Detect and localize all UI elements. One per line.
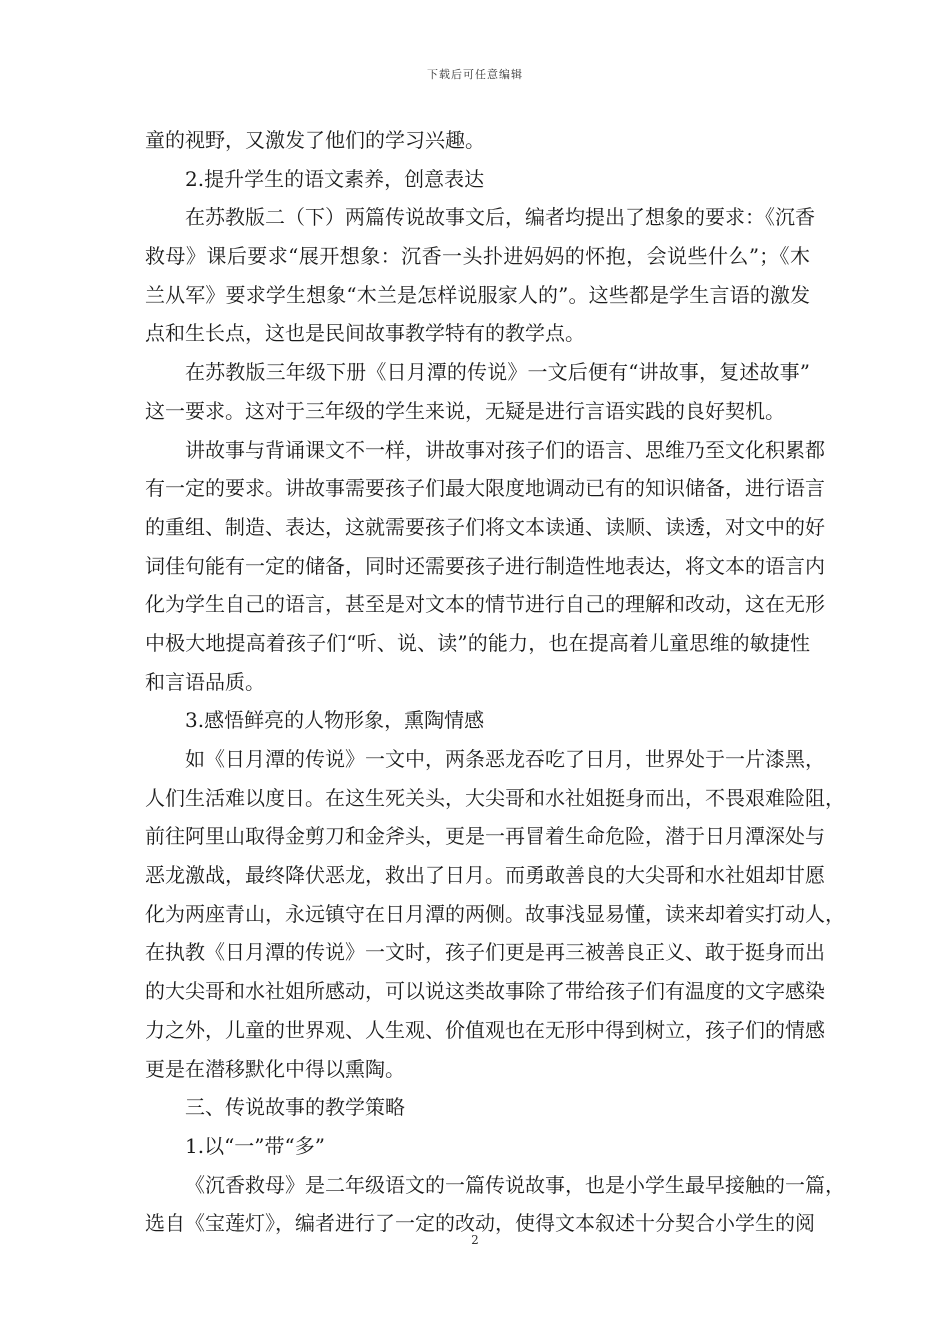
text-line: 人们生活难以度日。在这生死关头，大尖哥和水社姐挺身而出，不畏艰难险阻， — [145, 785, 845, 810]
text-line: 如《日月潭的传说》一文中，两条恶龙吞吃了日月，世界处于一片漆黑， — [185, 747, 825, 771]
text-line: 在执教《日月潭的传说》一文时，孩子们更是再三被善良正义、敢于挺身而出 — [145, 940, 825, 965]
text-line: 童的视野，又激发了他们的学习兴趣。 — [145, 128, 485, 152]
text-line: 前往阿里山取得金剪刀和金斧头，更是一再冒着生命危险，潜于日月潭深处与 — [145, 824, 825, 849]
text-line: 化为学生自己的语言，甚至是对文本的情节进行自己的理解和改动，这在无形 — [145, 592, 825, 617]
text-line: 在苏教版二（下）两篇传说故事文后，编者均提出了想象的要求：《沉香 — [185, 205, 815, 230]
text-line: 有一定的要求。讲故事需要孩子们最大限度地调动已有的知识储备，进行语言 — [145, 476, 825, 501]
text-line: 在苏教版三年级下册《日月潭的传说》一文后便有“讲故事，复述故事” — [185, 360, 810, 385]
text-line: 1.以“一”带“多” — [185, 1133, 325, 1158]
text-line: 选自《宝莲灯》，编者进行了一定的改动，使得文本叙述十分契合小学生的阅 — [145, 1211, 815, 1236]
page-number: 2 — [471, 1233, 479, 1247]
text-line: 《沉香救母》是二年级语文的一篇传说故事，也是小学生最早接触的一篇， — [185, 1172, 845, 1197]
text-line: 更是在潜移默化中得以熏陶。 — [145, 1056, 405, 1081]
text-line: 讲故事与背诵课文不一样，讲故事对孩子们的语言、思维乃至文化积累都 — [185, 437, 825, 462]
text-line: 词佳句能有一定的储备，同时还需要孩子进行制造性地表达，将文本的语言内 — [145, 553, 825, 578]
text-line: 三、传说故事的教学策略 — [185, 1095, 405, 1120]
text-line: 的大尖哥和水社姐所感动，可以说这类故事除了带给孩子们有温度的文字感染 — [145, 979, 825, 1004]
text-line: 化为两座青山，永远镇守在日月潭的两侧。故事浅显易懂，读来却着实打动人， — [145, 901, 845, 926]
page-header: 下载后可任意编辑 — [427, 68, 523, 81]
text-line: 和言语品质。 — [145, 669, 265, 694]
text-line: 兰从军》要求学生想象“木兰是怎样说服家人的”。这些都是学生言语的激发 — [145, 282, 810, 307]
text-line: 救母》课后要求“展开想象：沉香一头扑进妈妈的怀抱，会说些什么”；《木 — [145, 244, 810, 269]
text-line: 这一要求。这对于三年级的学生来说，无疑是进行言语实践的良好契机。 — [145, 398, 785, 423]
text-line: 点和生长点，这也是民间故事教学特有的教学点。 — [145, 321, 585, 346]
text-line: 3.感悟鲜亮的人物形象，熏陶情感 — [185, 708, 485, 733]
text-line: 的重组、制造、表达，这就需要孩子们将文本读通、读顺、读透，对文中的好 — [145, 514, 825, 539]
text-line: 恶龙激战，最终降伏恶龙，救出了日月。而勇敢善良的大尖哥和水社姐却甘愿 — [145, 863, 825, 888]
text-line: 2.提升学生的语文素养，创意表达 — [185, 166, 485, 191]
text-line: 力之外，儿童的世界观、人生观、价值观也在无形中得到树立，孩子们的情感 — [145, 1017, 825, 1042]
document-body — [145, 121, 845, 1243]
text-line: 中极大地提高着孩子们“听、说、读”的能力，也在提高着儿童思维的敏捷性 — [145, 630, 810, 655]
